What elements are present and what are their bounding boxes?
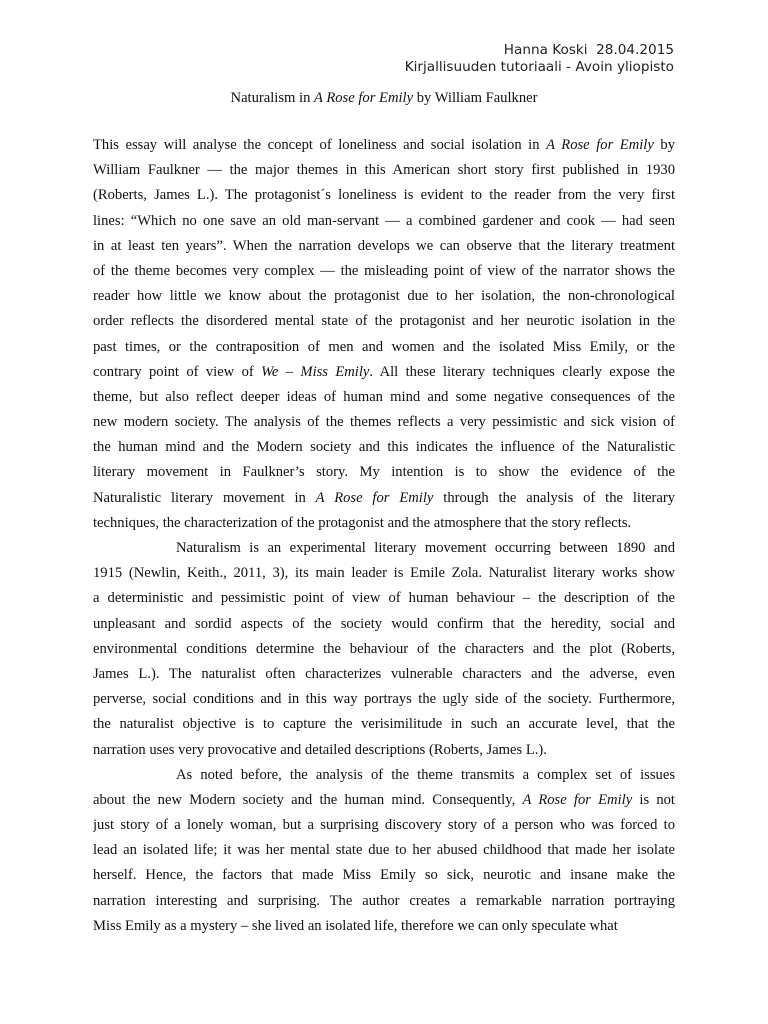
text-line (93, 612, 675, 637)
text-segment: . All these literary techniques clearly expose the (369, 363, 675, 380)
course-name: Kirjallisuuden tutoriaali - Avoin yliopisto (404, 58, 674, 75)
text-segment: theme, but also reflect deeper ideas of human mind and some negative consequences of the (93, 388, 675, 405)
italic-text: A Rose for Emily (522, 791, 633, 808)
text-line (93, 763, 675, 788)
text-line (93, 738, 675, 763)
text-line (93, 586, 675, 611)
text-segment: 1915 (Newlin, Keith., 2011, 3), its main leader is Emile Zola. Naturalist literary works show (93, 565, 675, 582)
paragraph (93, 763, 675, 939)
text-line (93, 889, 675, 914)
text-segment: unpleasant and sordid aspects of the society would confirm that the heredity, social and (93, 615, 675, 632)
title-work: A Rose for Emily (314, 90, 414, 106)
text-line (93, 813, 675, 838)
text-line (93, 183, 675, 208)
text-line (93, 788, 675, 813)
text-line (93, 360, 675, 385)
text-line (93, 234, 675, 259)
text-segment: This essay will analyse the concept of loneliness and social isolation in (93, 137, 547, 153)
text-segment: through the analysis of the literary (433, 489, 675, 506)
text-line (93, 863, 675, 888)
text-line (93, 410, 675, 435)
text-segment: just story of a lonely woman, but a surprising discovery story of a person who was forced to (93, 817, 675, 834)
text-segment: contrary point of view of (93, 363, 262, 380)
text-segment: William Faulkner — the major themes in this American short story first published in 1930 (93, 162, 675, 179)
text-line (93, 133, 675, 158)
text-segment: Naturalistic literary movement in (93, 489, 316, 506)
text-segment: in at least ten years”. When the narration develops we can observe that the literary treatment (93, 237, 675, 254)
text-segment: the human mind and the Modern society and this indicates the influence of the Naturalistic (93, 439, 675, 456)
text-line (93, 259, 675, 284)
text-line (93, 486, 675, 511)
text-line (93, 838, 675, 863)
text-segment: is not (632, 791, 675, 808)
text-segment: of the theme becomes very complex — the misleading point of view of the narrator shows the (93, 262, 675, 279)
text-segment: As noted before, the analysis of the theme transmits a complex set of issues (176, 766, 675, 783)
text-line (93, 914, 675, 939)
text-segment: lead an isolated life; it was her mental state due to her abused childhood that made her isolate (93, 842, 675, 859)
text-segment: James L.). The naturalist often characterizes vulnerable characters and the adverse, even (93, 665, 675, 682)
text-line (93, 209, 675, 234)
italic-text: We – Miss Emily (261, 363, 370, 380)
text-segment: (Roberts, James L.). The protagonist´s loneliness is evident to the reader from the very first (93, 187, 675, 204)
text-segment: Naturalism is an experimental literary movement occurring between 1890 and (176, 540, 675, 556)
text-segment: reader how little we know about the protagonist due to her isolation, the non-chronological (93, 288, 675, 305)
text-segment: literary movement in Faulkner’s story. My intention is to show the evidence of the (93, 464, 675, 481)
text-line (93, 662, 675, 687)
text-line (93, 309, 675, 334)
text-segment: new modern society. The analysis of the themes reflects a very pessimistic and sick vision of (93, 414, 675, 431)
text-line (93, 637, 675, 662)
text-segment: by (653, 137, 675, 153)
text-segment: past times, or the contraposition of men and women and the isolated Miss Emily, or the (93, 338, 675, 355)
italic-text: A Rose for Emily (546, 137, 654, 153)
text-line (93, 687, 675, 712)
text-segment: perverse, social conditions and in this way portrays the ugly side of the society. Furthermore, (93, 691, 675, 708)
text-segment: narration uses very provocative and detailed descriptions (Roberts, James L.). (93, 741, 547, 758)
text-segment: lines: “Which no one save an old man-servant — a combined gardener and cook — had seen (93, 212, 675, 229)
essay-title (0, 90, 768, 107)
text-segment: Miss Emily as a mystery – she lived an isolated life, therefore we can only speculate what (93, 917, 618, 934)
text-line (93, 435, 675, 460)
text-segment: a deterministic and pessimistic point of view of human behaviour – the description of the (93, 590, 675, 607)
text-line (93, 536, 675, 561)
text-segment: about the new Modern society and the human mind. Consequently, (93, 791, 523, 808)
text-segment: herself. Hence, the factors that made Miss Emily so sick, neurotic and insane make the (93, 867, 675, 884)
text-line (93, 460, 675, 485)
text-segment: environmental conditions determine the behaviour of the characters and the plot (Roberts, (93, 640, 675, 657)
title-prefix: Naturalism in (230, 90, 315, 106)
document-header (405, 42, 674, 75)
text-line (93, 511, 675, 536)
paragraph (93, 536, 675, 763)
title-suffix: by William Faulkner (413, 90, 538, 106)
text-segment: techniques, the characterization of the protagonist and the atmosphere that the story reflects. (93, 514, 632, 531)
text-line (93, 712, 675, 737)
text-line (93, 385, 675, 410)
italic-text: A Rose for Emily (315, 489, 434, 506)
paragraph (93, 133, 675, 536)
text-line (93, 284, 675, 309)
essay-body (93, 133, 675, 939)
text-line (93, 561, 675, 586)
text-segment: order reflects the disordered mental state of the protagonist and her neurotic isolation in the (93, 313, 675, 330)
text-line (93, 335, 675, 360)
text-segment: the naturalist objective is to capture the verisimilitude in such an accurate level, that the (93, 716, 675, 733)
text-segment: narration interesting and surprising. The author creates a remarkable narration portraying (93, 892, 675, 909)
text-line (93, 158, 675, 183)
author-date: Hanna Koski 28.04.2015 (503, 42, 674, 58)
